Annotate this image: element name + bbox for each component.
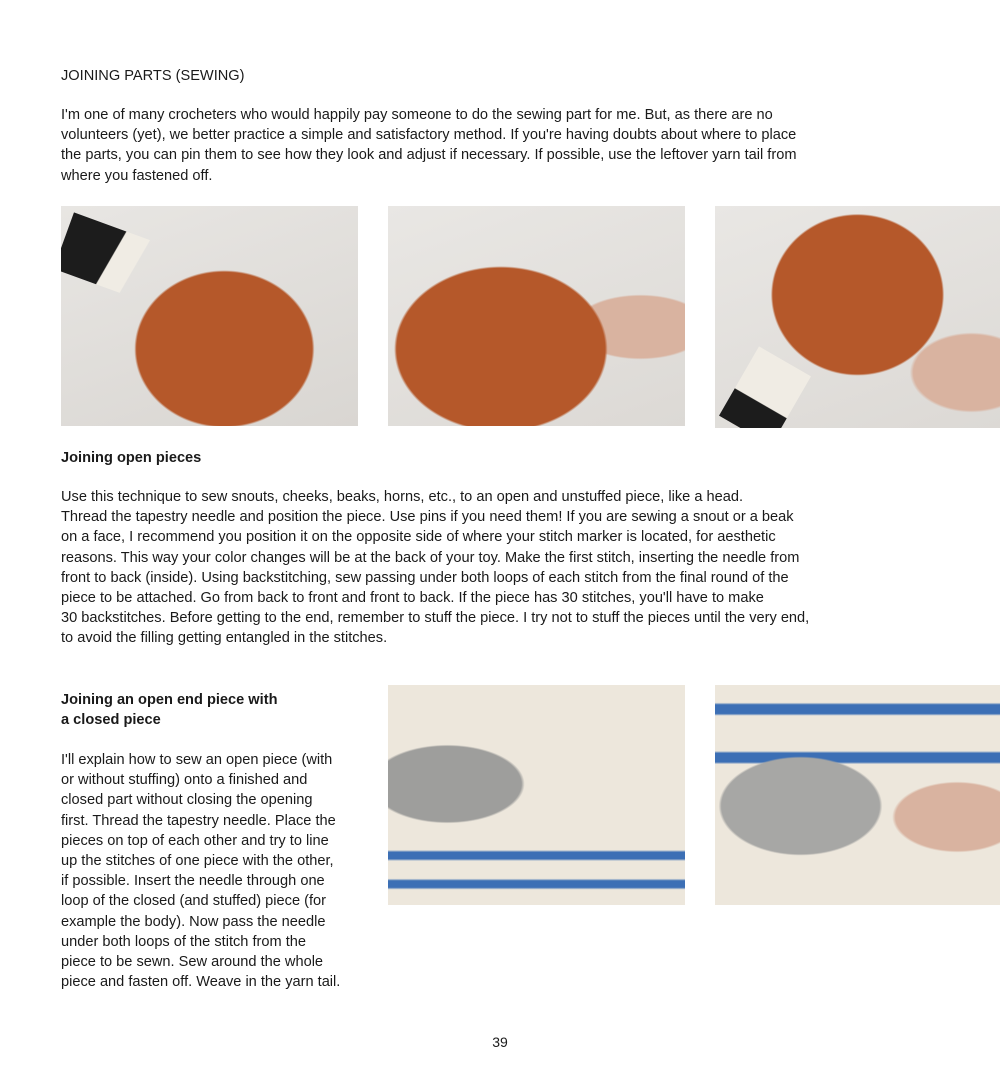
text-line: I'll explain how to sew an open piece (with: [61, 752, 333, 768]
text-line: piece and fasten off. Weave in the yarn tail.: [61, 974, 341, 991]
text-line: Use this technique to sew snouts, cheeks, beaks, horns, etc., to an open and unstuffed piece, like a head.: [61, 489, 744, 505]
photo-sewing-arm: [388, 685, 685, 905]
section-title: JOINING PARTS (SEWING): [61, 68, 245, 84]
photo-sewing-arm-closeup: [715, 685, 1000, 905]
open-pieces-heading: Joining open pieces: [61, 450, 202, 466]
text-line: to avoid the filling getting entangled in the stitches.: [61, 630, 388, 647]
photo-pinning-snout: [61, 206, 358, 426]
photo-finished-snout: [715, 206, 1000, 428]
intro-paragraph: [61, 105, 796, 186]
photo-sewing-snout: [388, 206, 685, 426]
open-pieces-paragraph: [61, 487, 809, 649]
open-closed-paragraph: [61, 750, 340, 992]
text-line: piece to be attached. Go from back to front and front to back. If the piece has 30 stitches, you'll have to make: [61, 590, 764, 607]
text-line: Thread the tapestry needle and position the piece. Use pins if you need them! If you are sewing a snout or a beak: [61, 509, 794, 526]
text-line: volunteers (yet), we better practice a simple and satisfactory method. If you're having doubts about where to place: [61, 127, 797, 144]
text-line: I'm one of many crocheters who would happily pay someone to do the sewing part for me. But, as there are no: [61, 107, 773, 123]
text-line: reasons. This way your color changes will be at the back of your toy. Make the first stitch, inserting the needle from: [61, 549, 800, 566]
text-line: the parts, you can pin them to see how they look and adjust if necessary. If possible, use the leftover yarn tail from: [61, 147, 797, 164]
text-line: front to back (inside). Using backstitching, sew passing under both loops of each stitch from the final round of the: [61, 569, 789, 586]
text-line: piece to be sewn. Sew around the whole: [61, 954, 324, 971]
heading-line: Joining an open end piece with: [61, 692, 278, 708]
heading-line: a closed piece: [61, 712, 161, 729]
text-line: example the body). Now pass the needle: [61, 913, 326, 930]
text-line: first. Thread the tapestry needle. Place the: [61, 812, 336, 829]
text-line: where you fastened off.: [61, 167, 213, 184]
text-line: pieces on top of each other and try to line: [61, 832, 329, 849]
text-line: 30 backstitches. Before getting to the end, remember to stuff the piece. I try not to stuff the pieces until the very end,: [61, 610, 810, 627]
text-line: loop of the closed (and stuffed) piece (for: [61, 893, 327, 910]
text-line: under both loops of the stitch from the: [61, 933, 306, 950]
text-line: up the stitches of one piece with the other,: [61, 853, 334, 870]
text-line: if possible. Insert the needle through one: [61, 873, 325, 890]
page-number: 39: [492, 1034, 508, 1050]
text-line: or without stuffing) onto a finished and: [61, 772, 308, 789]
open-closed-heading: [61, 690, 278, 730]
text-line: on a face, I recommend you position it on the opposite side of where your stitch marker is located, for aesthetic: [61, 529, 776, 546]
text-line: closed part without closing the opening: [61, 792, 313, 809]
